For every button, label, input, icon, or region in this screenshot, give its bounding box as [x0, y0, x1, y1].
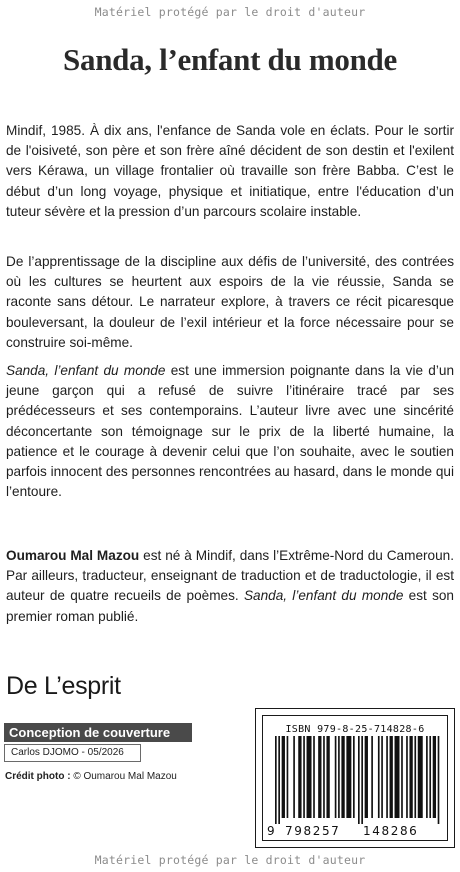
book-title: Sanda, l’enfant du monde: [63, 42, 397, 77]
copyright-watermark-bottom: Matériel protégé par le droit d'auteur: [94, 853, 366, 867]
barcode-bar: [353, 736, 355, 818]
synopsis-paragraph-2: De l’apprentissage de la discipline aux défis de l’université, des contrées où les cultures se heurtent aux espoirs de la vie réussie, Sanda se raconte sans détour. Le narrateur explore, à travers ce récit picaresque bouleversant, la douleur de l’exil intérieur et la force nécessaire pour se construire soi-même.: [6, 254, 454, 350]
barcode-bar: [275, 736, 277, 824]
synopsis-paragraph-3: [6, 361, 454, 502]
cover-design-heading: Conception de couverture: [4, 723, 192, 742]
author-bio-text-1: est né à Mindif, dans l’Extrême-Nord du Cameroun. Par ailleurs, traducteur, enseignant de traduction et de traductologie, il est auteur de quatre recueils de poèmes.: [6, 548, 454, 604]
copyright-watermark-top: Matériel protégé par le droit d'auteur: [94, 5, 366, 19]
barcode-bar: [438, 736, 440, 824]
author-name: Oumarou Mal Mazou: [6, 548, 140, 563]
barcode-digits-group-2: 148286: [363, 824, 419, 838]
cover-designer: Carlos DJOMO - 05/2026: [4, 744, 141, 762]
barcode-bar: [395, 736, 400, 818]
photo-credit: [5, 771, 177, 782]
barcode-frame: [255, 708, 455, 848]
barcode-bar: [390, 736, 393, 818]
isbn-text: ISBN 979-8-25-714828-6: [285, 724, 425, 735]
barcode-bar: [282, 736, 285, 818]
barcode-bar: [303, 736, 305, 818]
barcode-bar: [358, 736, 360, 824]
barcode-lead-digit: 9: [267, 824, 275, 838]
barcode-bar: [307, 736, 312, 818]
barcode-bar: [371, 736, 373, 818]
barcode-bar: [346, 736, 351, 818]
barcode-digits-group-1: 798257: [285, 824, 341, 838]
barcode-inner-frame: [262, 715, 448, 841]
barcode-bar: [338, 736, 340, 818]
barcode-icon: [275, 736, 441, 824]
author-bio-text-2: est son premier roman publié.: [6, 588, 454, 624]
barcode-bar: [293, 736, 295, 818]
book-title-inline: Sanda, l’enfant du monde: [6, 363, 166, 378]
barcode-bar: [414, 736, 416, 818]
barcode-bar: [365, 736, 368, 818]
barcode-bar: [418, 736, 423, 818]
barcode-bar: [313, 736, 315, 818]
barcode-bar: [401, 736, 403, 818]
synopsis-paragraph-1: Mindif, 1985. À dix ans, l'enfance de Sanda vole en éclats. Pour le sortir de l'oisiveté, son père et son frère aîné décident de son destin et l'exilent vers Kérawa, un village frontalier où travaille son frère Babba. C’est le début d’un long voyage, physique et initiatique, entre l'éducation d’un tuteur sévère et la pression d’un parcours scolaire instable.: [6, 123, 454, 219]
author-bio-book-title: Sanda, l’enfant du monde: [243, 588, 404, 604]
barcode-bar: [381, 736, 383, 818]
photo-credit-label: Crédit photo :: [5, 771, 71, 782]
barcode-bar: [409, 736, 412, 818]
barcode-bar: [386, 736, 388, 818]
author-bio: [6, 546, 454, 627]
barcode-bar: [426, 736, 428, 818]
barcode-bar: [341, 736, 344, 818]
barcode-bar: [406, 736, 408, 818]
barcode-bar: [318, 736, 321, 818]
synopsis-paragraph-3-text: est une immersion poignante dans la vie d’un jeune garçon qui a refusé de suivre l’itinéraire tracé par ses prédécesseurs et ses contemporains. L’auteur livre avec une sincérité déconcertante son témoignage sur le prix de la liberté humaine, la patience et le courage à devenir celui que l’on souhaite, avec le soutien parfois innocent des personnes rencontrées au hasard, dans le monde qui l’entoure.: [6, 363, 455, 500]
barcode-bar: [361, 736, 363, 824]
barcode-bar: [326, 736, 329, 818]
barcode-bar: [323, 736, 325, 818]
barcode-bar: [298, 736, 301, 818]
barcode-bar: [429, 736, 431, 818]
barcode-bar: [335, 736, 337, 818]
publisher-name: De L’esprit: [6, 672, 121, 700]
photo-credit-value: © Oumarou Mal Mazou: [70, 771, 177, 782]
barcode-bar: [378, 736, 380, 818]
barcode-bar: [433, 736, 436, 818]
barcode-bar: [278, 736, 280, 824]
barcode-bar: [287, 736, 289, 818]
